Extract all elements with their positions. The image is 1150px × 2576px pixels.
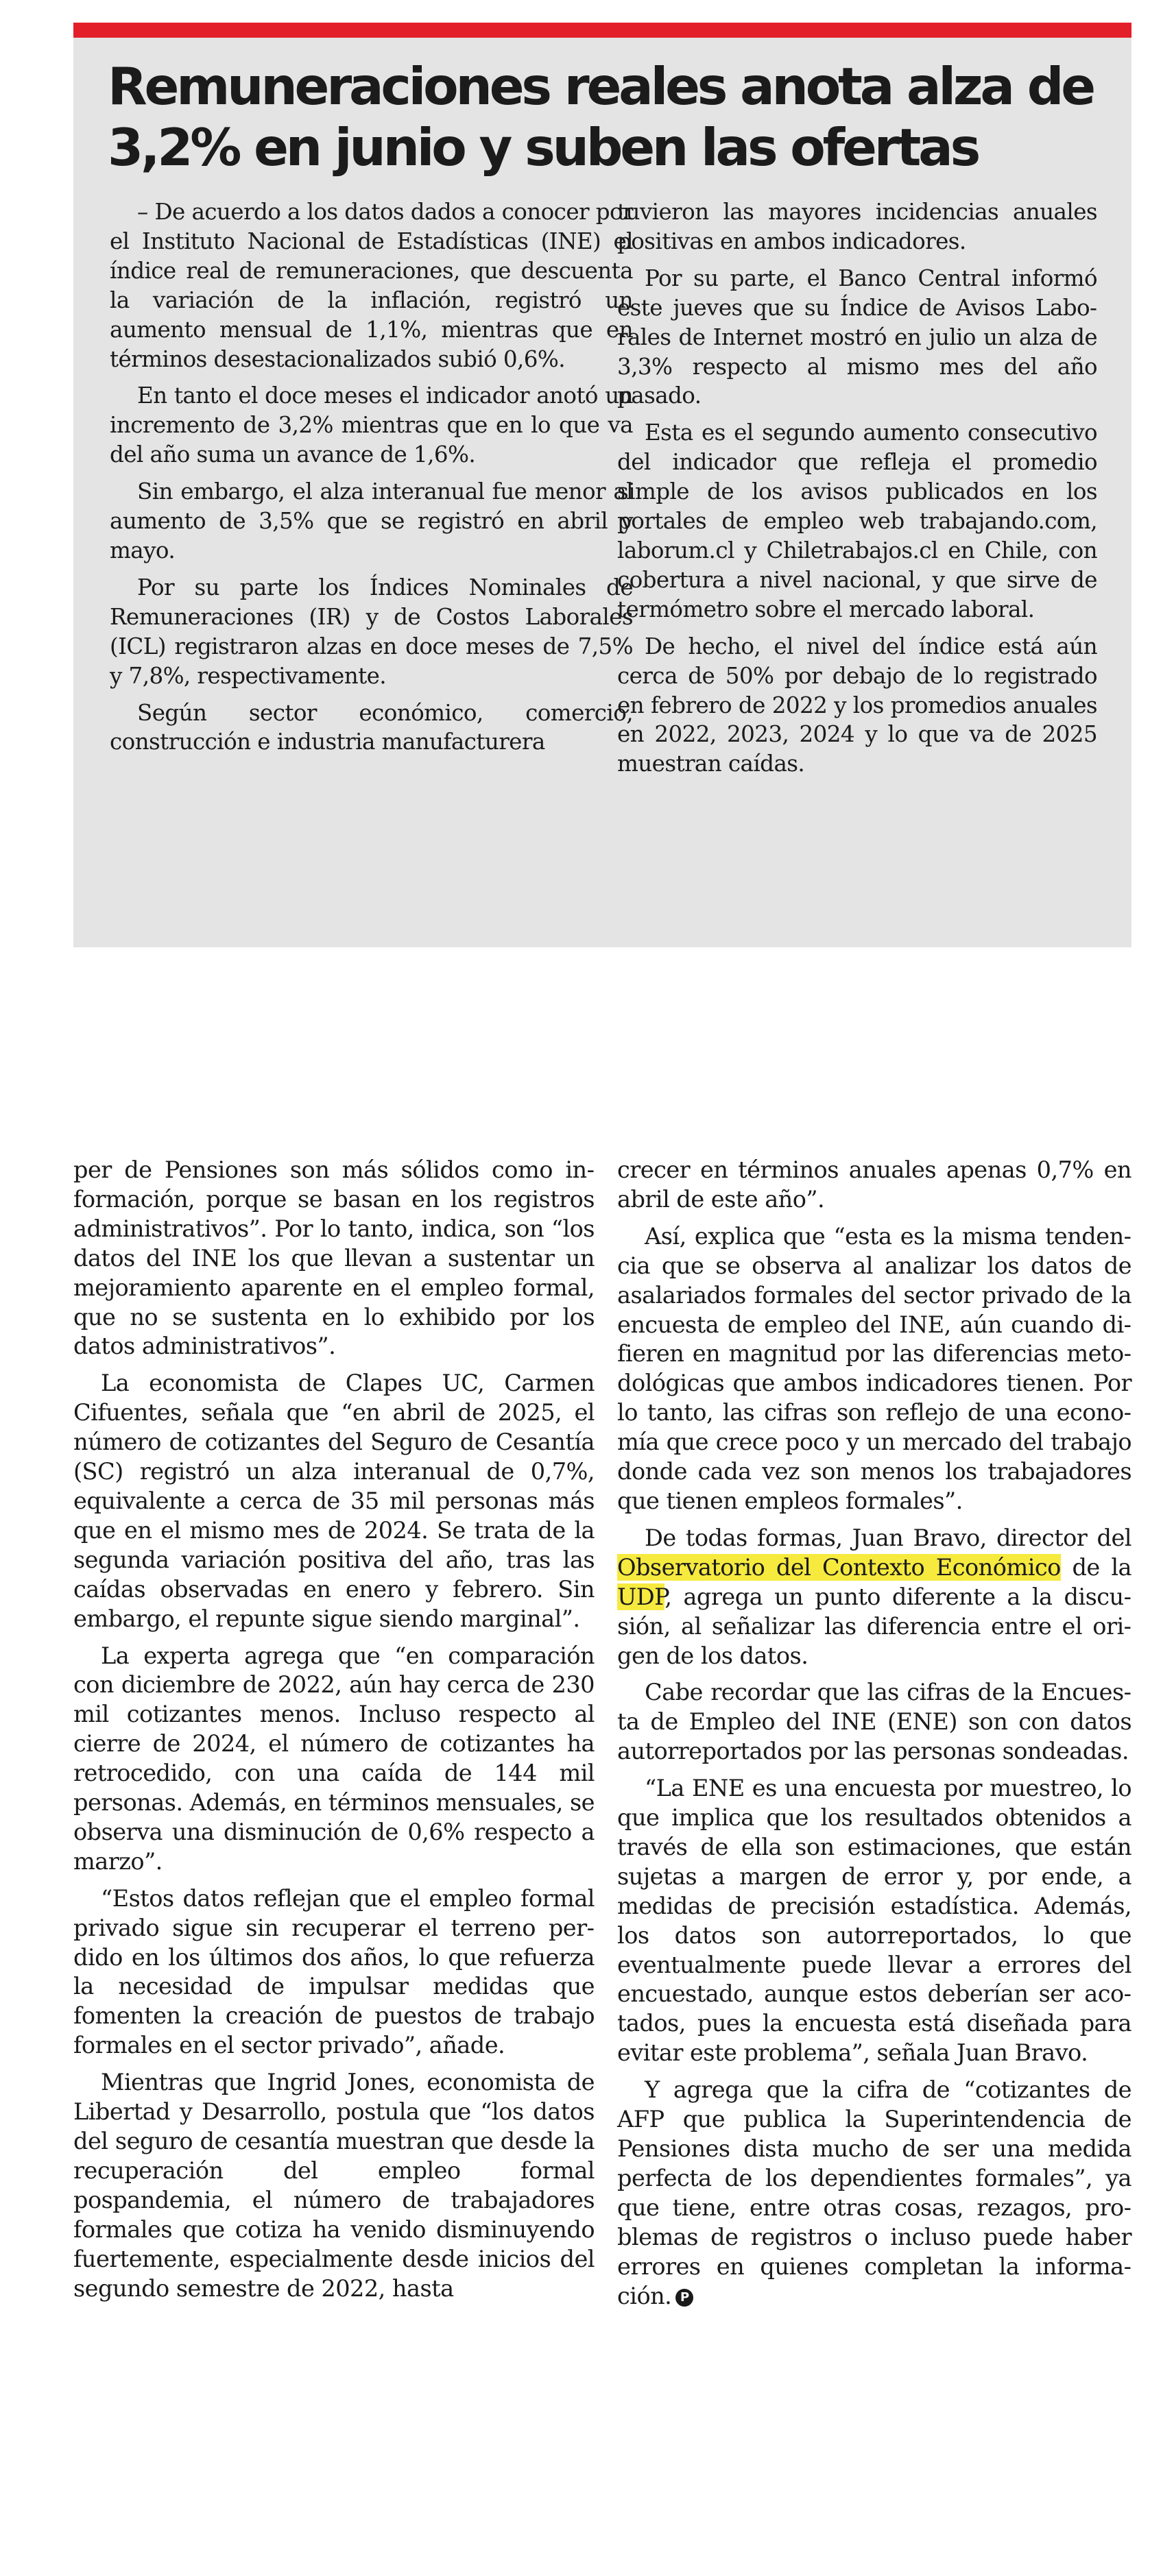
box-paragraph: Esta es el segundo aumento consecutivo del indicador que refleja el promedio simple de los avisos publicados en los portales de empleo web trabajando.com, laborum.cl y Chiletrabajos.cl en Chile, con cobertura a nivel nacional, y que sirve de termómetro sobre el mercado laboral. — [617, 420, 1097, 622]
body-paragraph-final — [617, 2076, 1131, 2311]
box-paragraph: De hecho, el nivel del índice está aún cerca de 50% por debajo de lo registrado en febrero de 2022 y los promedios anuales en 2022, 2023, 2024 y lo que va de 2025 muestran caídas. — [617, 633, 1097, 777]
body-paragraph: Así, explica que “esta es la misma tendencia que se observa al analizar los datos de asalariados formales del sector privado de la encuesta de empleo del INE, aún cuando difieren en magnitud por las diferencias metodológicas que ambos indicadores tienen. Por lo tanto, las cifras son reflejo de una economía que crece poco y un mercado del trabajo donde cada vez son menos los trabajadores que tienen empleos formales”. — [617, 1222, 1131, 1514]
end-mark-icon: P — [675, 2289, 693, 2307]
body-paragraph: Cabe recordar que las cifras de la Encuesta de Empleo del INE (ENE) son con datos autorreportados por las personas sondeadas. — [617, 1679, 1131, 1765]
text-run: Y agrega que la cifra de “cotizantes de AFP que publica la Superintendencia de Pensiones dista mucho de ser una medida perfecta de los dependientes formales”, ya que tiene, entre otras cosas, rezagos, problemas de registros o incluso puede haber errores en quienes completan la información. — [617, 2076, 1131, 2309]
body-paragraph: per de Pensiones son más sólidos como información, porque se basan en los registros administrativos”. Por lo tanto, indica, son “los datos del INE los que llevan a sustentar un mejoramiento aparente en el empleo formal, que no se sustenta en lo exhibido por los datos administrativos”. — [73, 1156, 595, 1360]
body-paragraph: La experta agrega que “en comparación con diciembre de 2022, aún hay cerca de 230 mil cotizantes menos. Incluso respecto al cierre de 2024, el número de cotizantes ha retrocedido, con una caída de 144 mil personas. Además, en términos mensuales, se observa una disminución de 0,6% respecto a marzo”. — [73, 1642, 595, 1875]
body-paragraph: La economista de Clapes UC, Carmen Cifuentes, señala que “en abril de 2025, el número de cotizantes del Seguro de Cesantía (SC) registró un alza interanual de 0,7%, equivalente a cerca de 35 mil personas más que en el mismo mes de 2024. Se trata de la segunda variación positiva del año, tras las caídas observadas en enero y febrero. Sin embargo, el repunte sigue siendo marginal”. — [73, 1370, 595, 1632]
body-paragraph: “Estos datos reflejan que el empleo formal privado sigue sin recuperar el terreno perdido en los últimos dos años, lo que refuerza la necesidad de impulsar medidas que fomenten la creación de puestos de trabajo formales en el sector privado”, añade. — [73, 1884, 595, 2059]
text-run: De todas formas, Juan Bravo, director del — [645, 1524, 1131, 1551]
box-paragraph: – De acuerdo a los datos dados a conocer por el Instituto Nacional de Estadísticas (INE) el índice real de remuneraciones, que descuenta la variación de la inflación, registró un aumento mensual de 1,1%, mientras que en términos desestacionalizados subió 0,6%. — [110, 199, 633, 372]
box-paragraph: Sin embargo, el alza interanual fue menor al aumento de 3,5% que se registró en abril y mayo. — [110, 478, 633, 563]
highlight-observatorio: Observatorio del Contexto Económico — [617, 1553, 1061, 1581]
headline-line-1: Remuneraciones reales anota alza de — [108, 56, 1093, 117]
box-paragraph: Por su parte, el Banco Central informó este jueves que su Índice de Avisos Laborales de Internet mostró en julio un alza de 3,3% respecto al mismo mes del año pasado. — [617, 265, 1097, 409]
body-paragraph-highlighted — [617, 1524, 1131, 1671]
box-paragraph: Según sector económico, comercio, construcción e industria manufacturera — [110, 699, 633, 755]
body-paragraph: Mientras que Ingrid Jones, economista de Libertad y Desarrollo, postula que “los datos del seguro de cesantía muestran que desde la recuperación del empleo formal pospandemia, el número de trabajadores formales que cotiza ha venido disminuyendo fuertemente, especialmente desde inicios del segundo semestre de 2022, hasta — [73, 2069, 595, 2302]
box-paragraph: tuvieron las mayores incidencias anuales positivas en ambos indicadores. — [617, 199, 1097, 254]
text-run: de la — [1060, 1553, 1132, 1581]
text-run: , agrega un punto diferente a la discusión, al señalizar las diferencia entre el origen de los datos. — [617, 1583, 1131, 1669]
box-paragraph: Por su parte los Índices Nominales de Remuneraciones (IR) y de Costos Laborales (ICL) registraron alzas en doce meses de 7,5% y 7,8%, respectivamente. — [110, 574, 633, 689]
red-top-rule — [73, 23, 1131, 38]
body-column-right — [617, 1156, 1131, 2311]
headline-line-2: 3,2% en junio y suben las ofertas — [108, 117, 979, 178]
box-paragraph: En tanto el doce meses el indicador anotó un incremento de 3,2% mientras que en lo que va del año suma un avance de 1,6%. — [110, 382, 633, 468]
highlight-udp: UDP — [617, 1583, 665, 1610]
body-paragraph: “La ENE es una encuesta por muestreo, lo que implica que los resultados obtenidos a través de ella son estimaciones, que están sujetas a margen de error y, por ende, a medidas de precisión estadística. Además, los datos son autorreportados, lo que eventualmente puede llevar a errores del encuestado, aunque estos deberían ser acotados, pues la encuesta está diseñada para evitar este problema”, señala Juan Bravo. — [617, 1775, 1131, 2067]
body-paragraph: crecer en términos anuales apenas 0,7% en abril de este año”. — [617, 1156, 1131, 1213]
box-column-right — [617, 197, 1097, 779]
box-column-left — [110, 197, 633, 757]
body-column-left — [73, 1156, 595, 2303]
headline — [108, 56, 1123, 178]
